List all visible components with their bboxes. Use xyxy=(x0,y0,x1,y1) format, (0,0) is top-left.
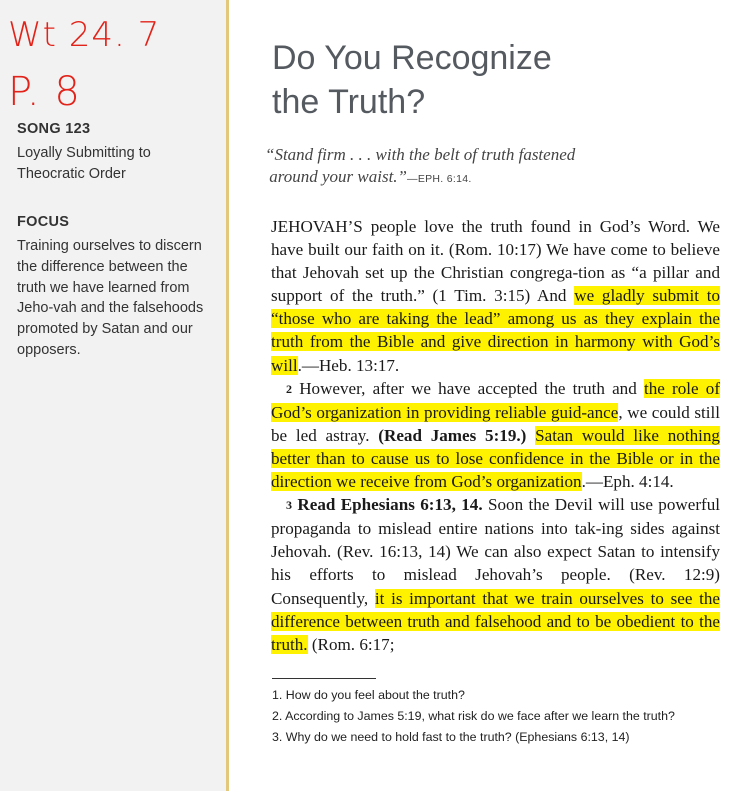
sidebar xyxy=(0,0,228,791)
p1-text-b: .—Heb. 13:17. xyxy=(297,355,400,375)
p2-text-b: , we could still be led astray. xyxy=(271,402,720,445)
focus-heading: FOCUS xyxy=(17,214,70,230)
p3-number: 3 xyxy=(286,498,292,513)
sidebar-divider xyxy=(226,0,229,791)
p1-highlight: we gladly submit to “those who are taking the lead” among us as they explain the truth from the Bible and give direction in harmony with God’s will xyxy=(271,286,720,375)
p2-highlight-1: the role of God’s organization in providing reliable guid-ance xyxy=(271,378,721,422)
p2-text-c: .—Eph. 4:14. xyxy=(581,472,674,492)
theme-scripture xyxy=(265,144,705,190)
p3-text-b: (Rom. 6:17; xyxy=(311,634,395,654)
paragraph-2 xyxy=(271,377,720,493)
theme-text-line1: “Stand firm . . . with the belt of truth fastened xyxy=(265,145,576,164)
article-body xyxy=(271,215,720,656)
p2-number: 2 xyxy=(286,381,292,396)
p2-bold-ref: (Read James 5:19.) xyxy=(378,425,527,445)
study-questions xyxy=(272,687,722,750)
title-line1: Do You Recognize xyxy=(272,39,552,77)
song-block xyxy=(17,121,217,185)
paragraph-3 xyxy=(271,493,720,656)
p2-text-a: However, after we have accepted the truth and xyxy=(299,378,637,398)
p3-text-a: Soon the Devil will use powerful propaganda to mislead entire nations into tak-ing sides against Jehovah. (Rev. 16:13, 14) We can also expect Satan to intensify his efforts to mislead Jehovah’s people. (Rev. 12:9) Consequently, xyxy=(271,495,720,608)
question-2: 2. According to James 5:19, what risk do we face after we learn the truth? xyxy=(272,709,675,723)
song-heading: SONG 123 xyxy=(17,121,91,137)
question-3: 3. Why do we need to hold fast to the truth? (Ephesians 6:13, 14) xyxy=(272,730,630,744)
p2-highlight-2: Satan would like nothing better than to cause us to lose confidence in the Bible or in the direction we receive from God’s organization xyxy=(271,425,720,492)
theme-text-line2: around your waist.” xyxy=(269,167,408,186)
focus-block xyxy=(17,214,217,361)
questions-divider xyxy=(272,678,376,679)
song-title: Loyally Submitting to Theocratic Order xyxy=(17,145,151,182)
handwritten-note-line2: P. 8 xyxy=(8,69,81,115)
focus-text: Training ourselves to discern the difference between the truth we have learned from Jeho-vah and the falsehoods promoted by Satan and our opposers. xyxy=(17,238,204,358)
p3-bold-ref: Read Ephesians 6:13, 14. xyxy=(297,495,483,515)
theme-reference: —EPH. 6:14. xyxy=(407,173,472,185)
paragraph-1 xyxy=(271,215,720,377)
question-1: 1. How do you feel about the truth? xyxy=(272,688,465,702)
p1-text-a: JEHOVAH’S people love the truth found in God’s Word. We have built our faith on it. (Rom. 10:17) We have come to believe that Jehovah set up the Christian congrega-tion as “a pillar and support of the truth.” (1 Tim. 3:15) And xyxy=(271,217,720,306)
article-title xyxy=(272,36,712,124)
handwritten-note-line1: Wt 24. 7 xyxy=(8,15,161,55)
title-line2: the Truth? xyxy=(272,83,426,121)
p3-highlight: it is important that we train ourselves to see the difference between truth and falsehood and to be obedient to the truth. xyxy=(271,588,720,654)
